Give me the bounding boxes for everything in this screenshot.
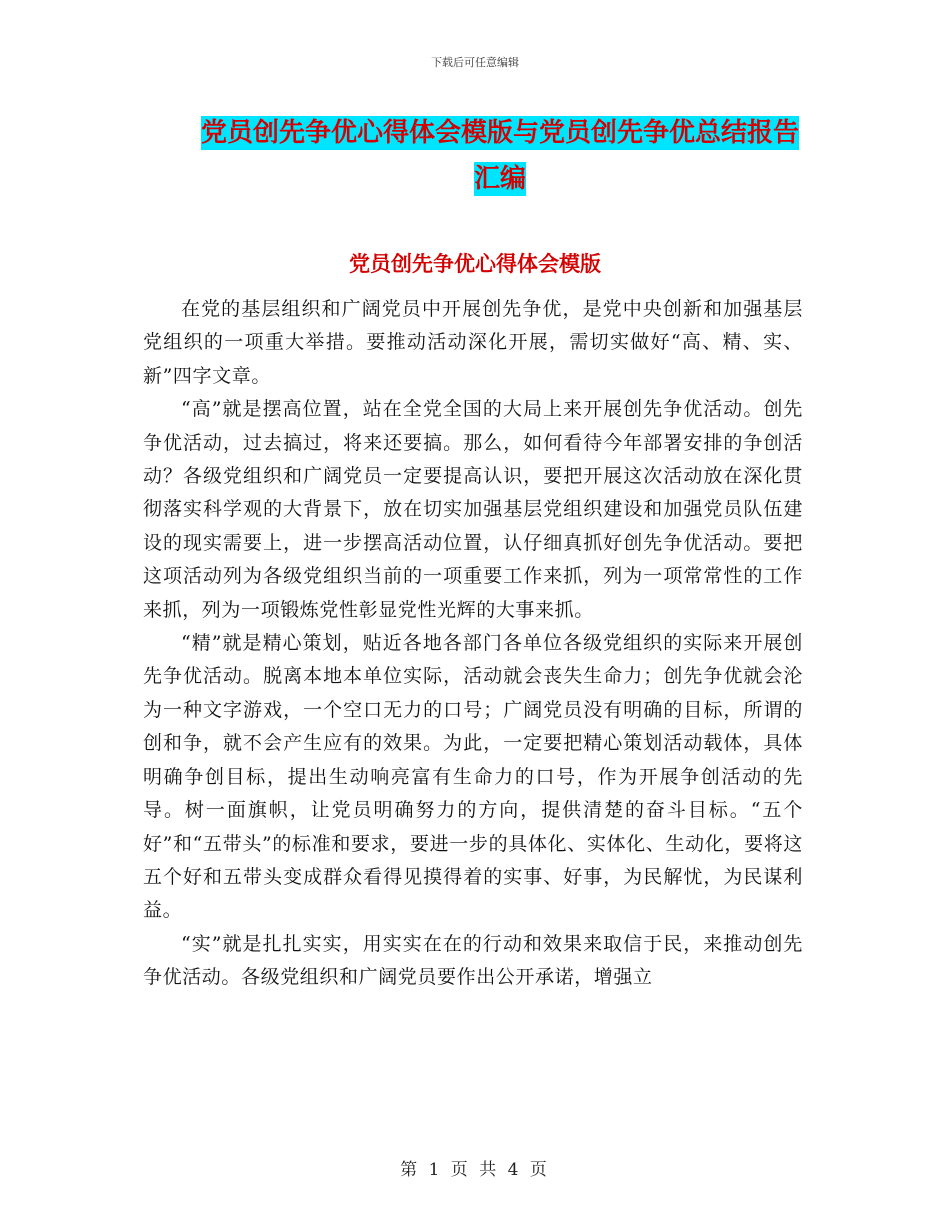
header-note: 下载后可任意编辑 [431,56,519,69]
paragraph: “精”就是精心策划，贴近各地各部门各单位各级党组织的实际来开展创先争优活动。脱离本地本单位实际，活动就会丧失生命力；创先争优就会沦为一种文字游戏，一个空口无力的口号；广阔党员没有明确的目标，所谓的创和争，就不会产生应有的效果。为此，一定要把精心策划活动载体，具体明确争创目标，提出生动响亮富有生命力的口号，作为开展争创活动的先导。树一面旗帜，让党员明确努力的方向，提供清楚的奋斗目标。“五个好”和“五带头”的标准和要求，要进一步的具体化、实体化、生动化，要将这五个好和五带头变成群众看得见摸得着的实事、好事，为民解忧，为民谋利益。 [143,632,803,922]
body-text [143,293,803,995]
paragraph: “实”就是扎扎实实，用实实在在的行动和效果来取信于民，来推动创先争优活动。各级党组织和广阔党员要作出公开承诺，增强立 [143,932,803,989]
paragraph: 在党的基层组织和广阔党员中开展创先争优，是党中央创新和加强基层党组织的一项重大举措。要推动活动深化开展，需切实做好“高、精、实、新”四字文章。 [143,298,803,387]
document-title-line1: 党员创先争优心得体会模版与党员创先争优总结报告 [200,118,799,148]
document-title [140,110,860,202]
document-title-line2: 汇编 [473,164,526,194]
page-number: 第 1 页 共 4 页 [400,1160,550,1180]
paragraph: “高”就是摆高位置，站在全党全国的大局上来开展创先争优活动。创先争优活动，过去搞过，将来还要搞。那么，如何看待今年部署安排的争创活动？各级党组织和广阔党员一定要提高认识，要把开展这次活动放在深化贯彻落实科学观的大背景下，放在切实加强基层党组织建设和加强党员队伍建设的现实需要上，进一步摆高活动位置，认仔细真抓好创先争优活动。要把这项活动列为各级党组织当前的一项重要工作来抓，列为一项常常性的工作来抓，列为一项锻炼党性彰显党性光辉的大事来抓。 [143,398,803,621]
section-heading: 党员创先争优心得体会模版 [349,252,601,276]
